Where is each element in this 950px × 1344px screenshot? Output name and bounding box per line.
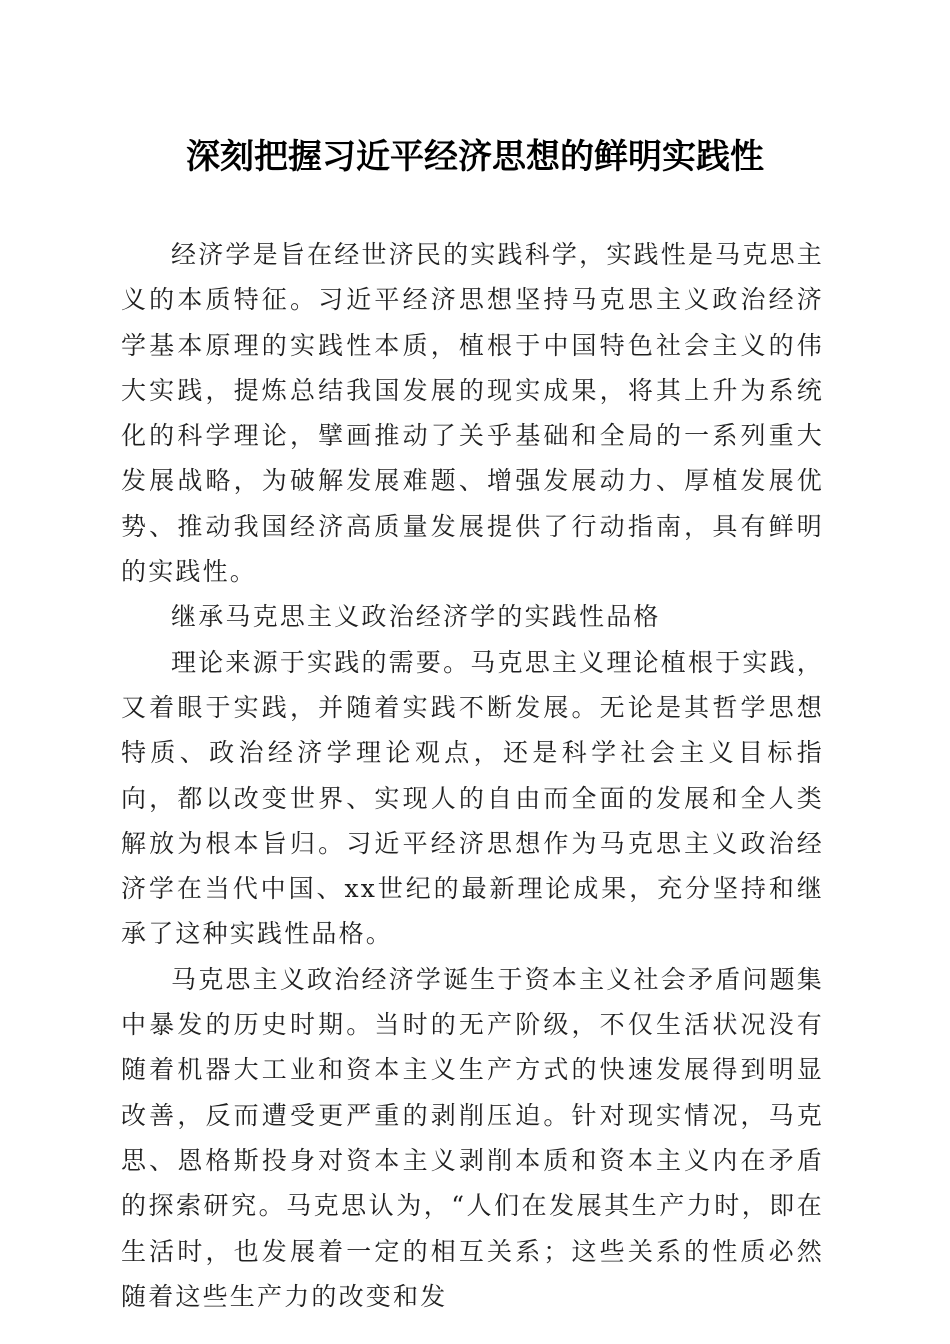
document-title: 深刻把握习近平经济思想的鲜明实践性 (186, 137, 764, 177)
paragraph-intro: 经济学是旨在经世济民的实践科学，实践性是马克思主义的本质特征。习近平经济思想坚持马克思主义政治经济学基本原理的实践性本质，植根于中国特色社会主义的伟大实践，提炼总结我国发展的现实成果，将其上升为系统化的科学理论，擘画推动了关乎基础和全局的一系列重大发展战略，为破解发展难题、增强发展动力、厚植发展优势、推动我国经济高质量发展提供了行动指南，具有鲜明的实践性。 (121, 240, 824, 587)
document-body (121, 232, 824, 1319)
paragraph-history: 马克思主义政治经济学诞生于资本主义社会矛盾问题集中暴发的历史时期。当时的无产阶级，不仅生活状况没有随着机器大工业和资本主义生产方式的快速发展得到明显改善，反而遭受更严重的剥削压迫。针对现实情况，马克思、恩格斯投身对资本主义剥削本质和资本主义内在矛盾的探索研究。马克思认为，“人们在发展其生产力时，即在生活时，也发展着一定的相互关系；这些关系的性质必然随着这些生产力的改变和发 (121, 964, 824, 1311)
section-heading: 继承马克思主义政治经济学的实践性品格 (171, 602, 661, 632)
paragraph-theory: 理论来源于实践的需要。马克思主义理论植根于实践，又着眼于实践，并随着实践不断发展。无论是其哲学思想特质、政治经济学理论观点，还是科学社会主义目标指向，都以改变世界、实现人的自由而全面的发展和全人类解放为根本旨归。习近平经济思想作为马克思主义政治经济学在当代中国、xx世纪的最新理论成果，充分坚持和继承了这种实践性品格。 (121, 647, 824, 949)
